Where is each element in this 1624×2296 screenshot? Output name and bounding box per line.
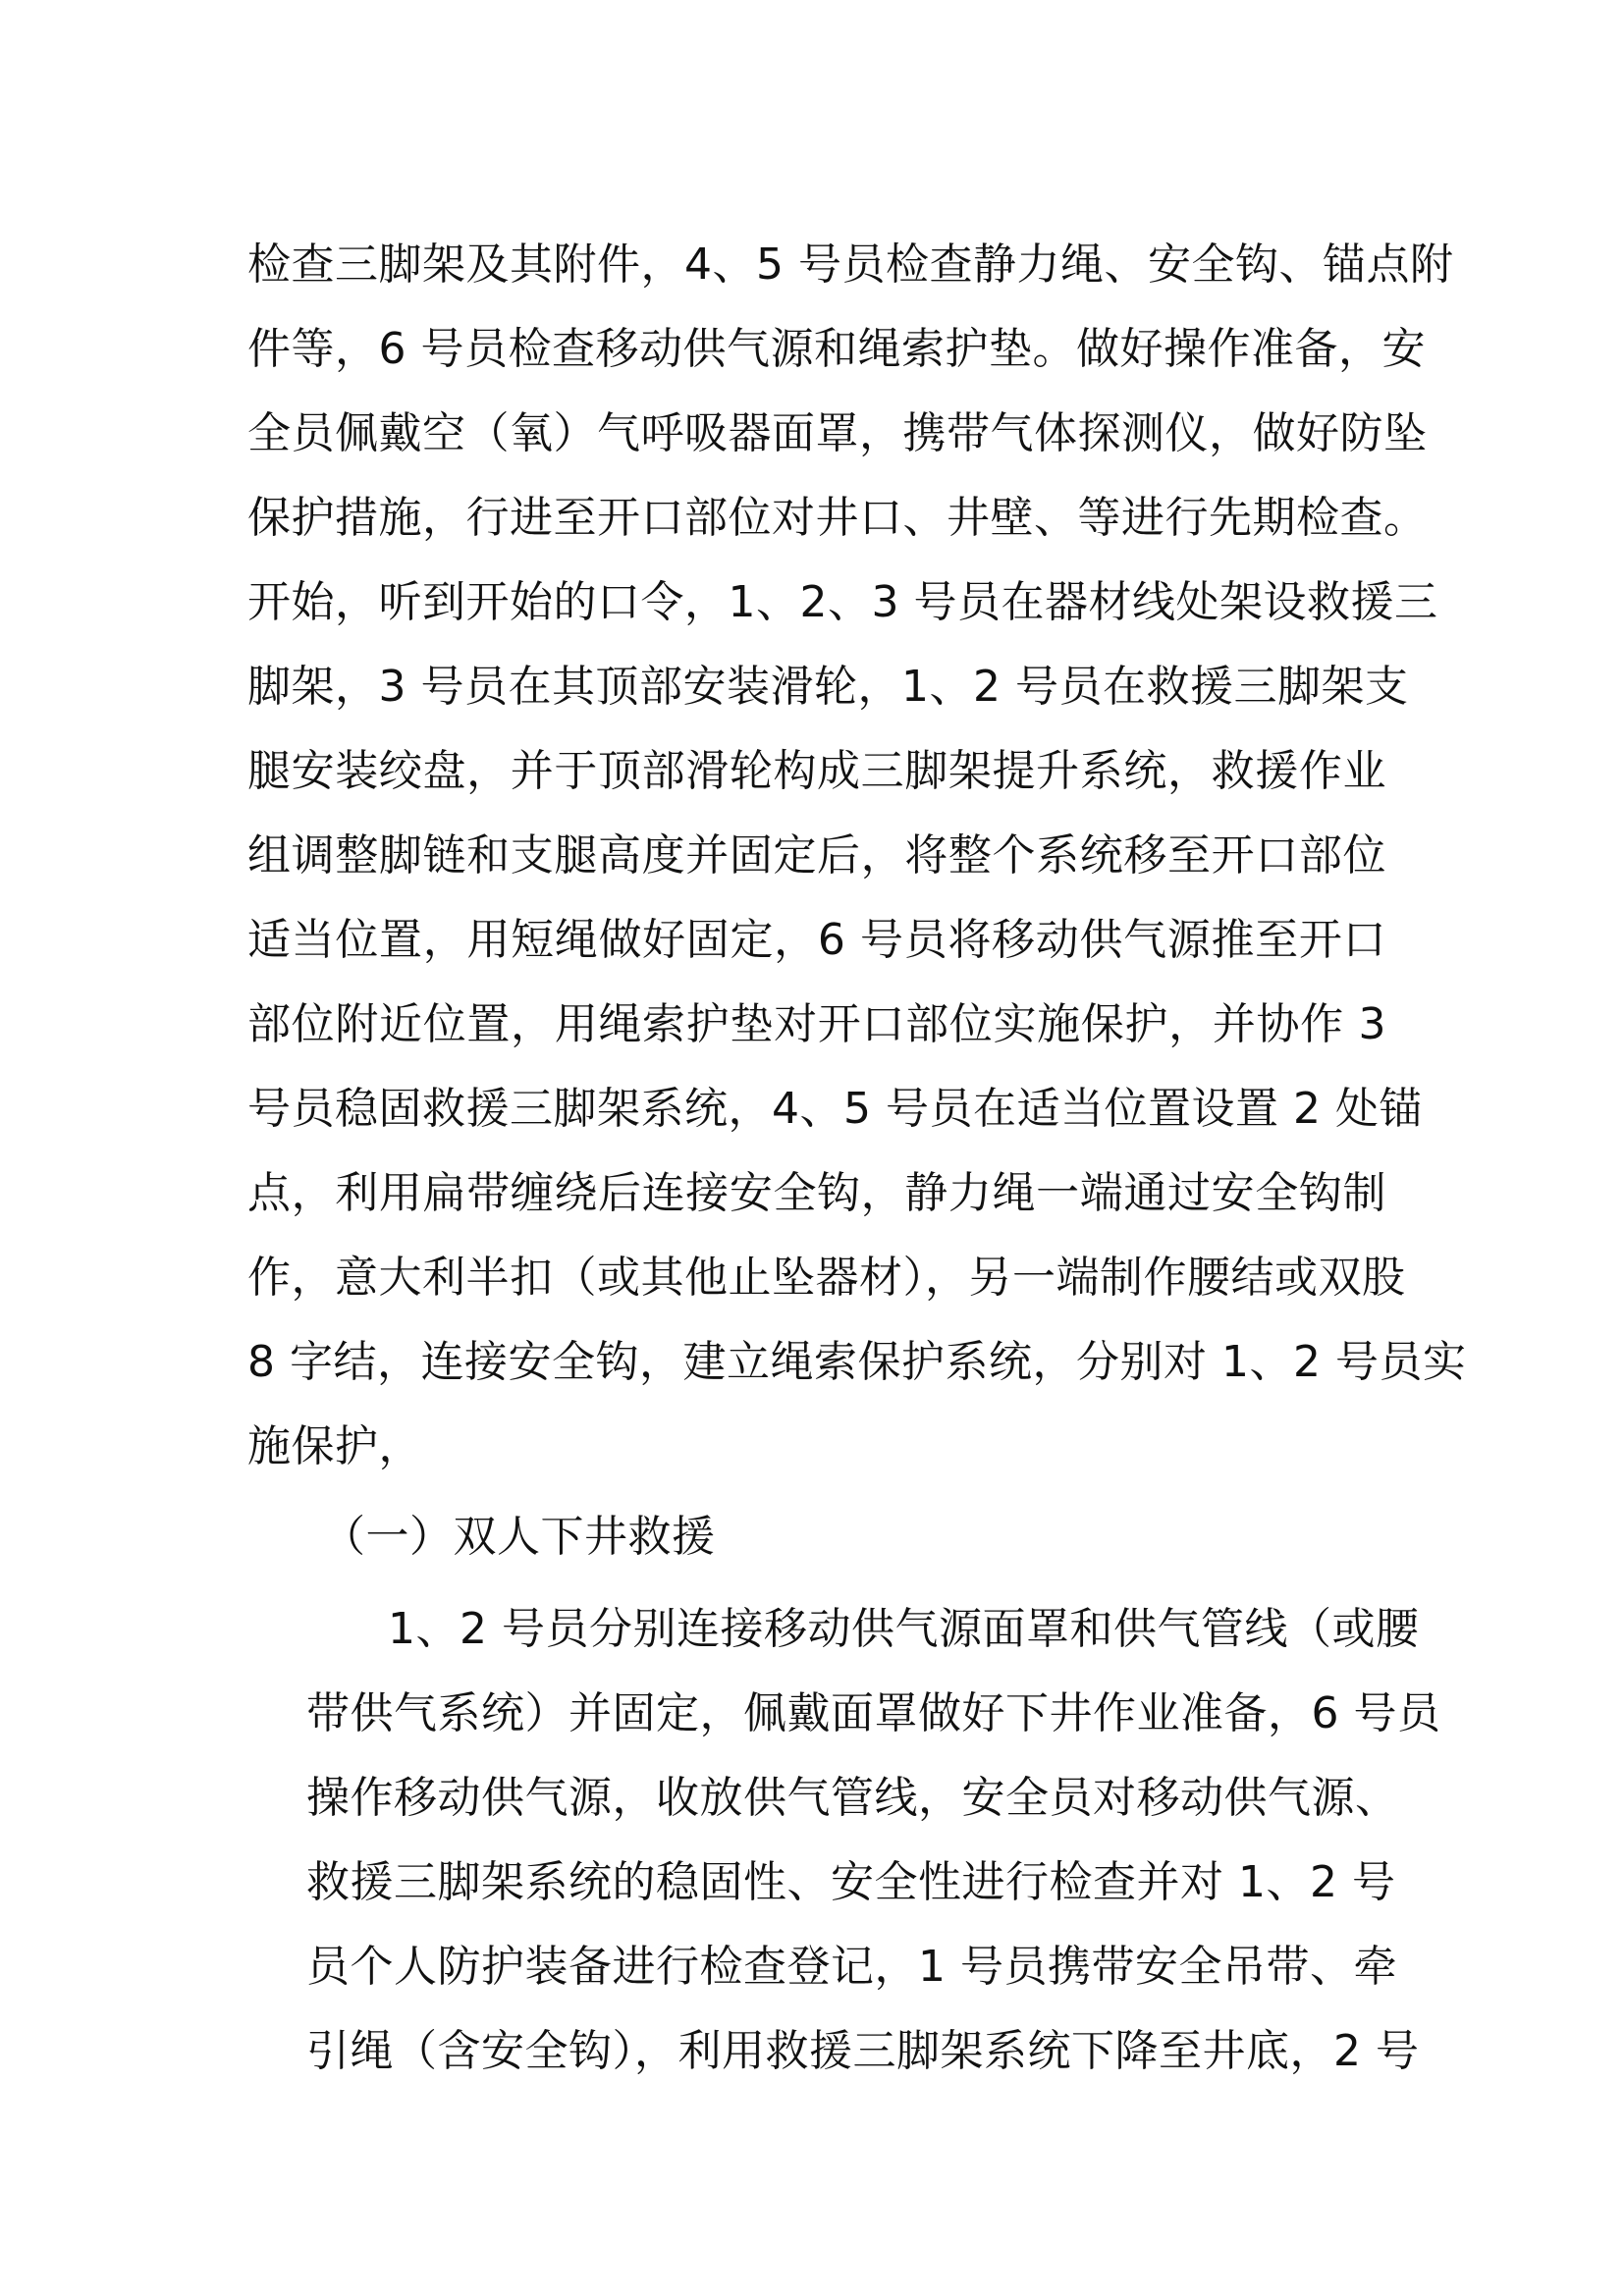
paragraph-line: 适当位置，用短绳做好固定，6 号员将移动供气源推至开口 xyxy=(247,915,1386,965)
paragraph-line: 腿安装绞盘，并于顶部滑轮构成三脚架提升系统，救援作业 xyxy=(247,746,1386,796)
section-heading: （一）双人下井救援 xyxy=(322,1512,716,1562)
paragraph-line: 带供气系统）并固定，佩戴面罩做好下井作业准备，6 号员 xyxy=(306,1688,1441,1738)
paragraph-line: 员个人防护装备进行检查登记，1 号员携带安全吊带、牵 xyxy=(306,1942,1397,1992)
paragraph-line: 点，利用扁带缠绕后连接安全钩，静力绳一端通过安全钩制 xyxy=(247,1168,1386,1218)
paragraph-line: 检查三脚架及其附件，4、5 号员检查静力绳、安全钩、锚点附 xyxy=(247,240,1454,290)
paragraph-line: 救援三脚架系统的稳固性、安全性进行检查并对 1、2 号 xyxy=(306,1857,1396,1907)
paragraph-line: 开始，听到开始的口令，1、2、3 号员在器材线处架设救援三 xyxy=(247,577,1438,627)
paragraph-line: 操作移动供气源，收放供气管线，安全员对移动供气源、 xyxy=(306,1773,1399,1823)
paragraph-line: 脚架，3 号员在其顶部安装滑轮，1、2 号员在救援三脚架支 xyxy=(247,662,1409,712)
paragraph-line: 8 字结，连接安全钩，建立绳索保护系统，分别对 1、2 号员实 xyxy=(247,1337,1467,1387)
paragraph-line: 施保护， xyxy=(247,1421,422,1471)
paragraph-line: 件等，6 号员检查移动供气源和绳索护垫。做好操作准备，安 xyxy=(247,324,1426,374)
paragraph-line: 组调整脚链和支腿高度并固定后，将整个系统移至开口部位 xyxy=(247,830,1386,881)
paragraph-line: 全员佩戴空（氧）气呼吸器面罩，携带气体探测仪，做好防坠 xyxy=(247,408,1428,458)
paragraph-line: 号员稳固救援三脚架系统，4、5 号员在适当位置设置 2 处锚 xyxy=(247,1084,1423,1134)
paragraph-line: 部位附近位置，用绳索护垫对开口部位实施保护，并协作 3 xyxy=(247,999,1386,1049)
paragraph-line: 1、2 号员分别连接移动供气源面罩和供气管线（或腰 xyxy=(388,1604,1420,1654)
paragraph-line: 作，意大利半扣（或其他止坠器材），另一端制作腰结或双股 xyxy=(247,1253,1406,1303)
paragraph-line: 保护措施，行进至开口部位对井口、井壁、等进行先期检查。 xyxy=(247,493,1428,543)
paragraph-line: 引绳（含安全钩），利用救援三脚架系统下降至井底，2 号 xyxy=(306,2026,1420,2076)
